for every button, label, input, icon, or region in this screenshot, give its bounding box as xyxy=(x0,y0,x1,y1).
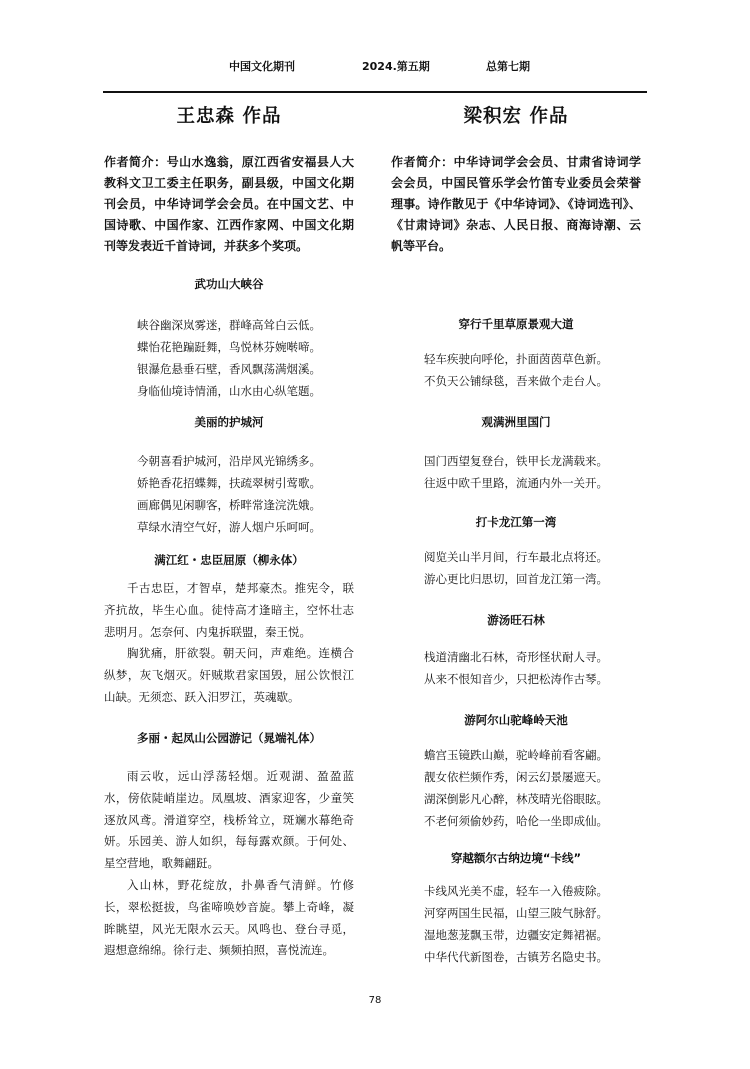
poem-line: 国门西望复登台，铁甲长龙满载来。 xyxy=(424,454,608,468)
page-header xyxy=(0,58,750,74)
poem-line: 往返中欧千里路，流通内外一关开。 xyxy=(424,476,608,490)
poem-line: 栈道清幽北石林，奇形怪状耐人寻。 xyxy=(424,650,608,664)
poem-line: 卡线风光美不虚，轻车一入倦疲除。 xyxy=(424,884,608,898)
poem-body xyxy=(391,546,641,590)
poem-paragraph: 千古忠臣，才智卓，楚邦豪杰。推宪令，联齐抗故，毕生心血。徒恃高才逢暗主，空怀壮志悲明月。怎奈何、内鬼拆联盟，秦王悦。 xyxy=(104,581,354,639)
poem-title: 多丽・起凤山公园游记（晁端礼体） xyxy=(137,731,321,745)
poem-line: 草绿水清空气好，游人烟户乐呵呵。 xyxy=(137,520,321,534)
poem-title: 满江红・忠臣屈原（柳永体） xyxy=(154,553,304,567)
poem-body xyxy=(391,744,641,832)
poem-paragraph: 胸犹痛，肝欲裂。朝天问，声难绝。连横合纵梦，灰飞烟灭。奸贼欺君家国毁，屈公饮恨江山缺。无须恋、跃入汨罗江，英魂歇。 xyxy=(104,646,354,704)
poem-line: 蝶怡花艳蹁跹舞，鸟悦林芬婉啭啼。 xyxy=(137,340,321,354)
poem-line: 阅览关山半月间，行车最北点将还。 xyxy=(424,550,608,564)
issue-label: 2024.第五期 xyxy=(362,60,430,73)
poem-title: 穿越额尔古纳边境“卡线” xyxy=(450,851,582,865)
poem-title: 美丽的护城河 xyxy=(194,415,264,429)
poem-line: 从来不恨知音少，只把松涛作古琴。 xyxy=(424,672,608,686)
poem-body xyxy=(391,646,641,690)
poem-line: 轻车疾驶向呼伦，扑面茵茵草色新。 xyxy=(424,352,608,366)
poem-line: 银瀑危悬垂石壁，香风飘荡满烟溪。 xyxy=(137,362,321,376)
poem-line: 今朝喜看护城河，沿岸风光锦绣多。 xyxy=(137,454,321,468)
poem-title: 游阿尔山驼峰岭天池 xyxy=(464,713,568,727)
total-issue-label: 总第七期 xyxy=(486,60,530,73)
poem-body xyxy=(391,348,641,392)
poem-title: 观满洲里国门 xyxy=(481,415,551,429)
poem-title: 游汤旺石林 xyxy=(487,613,545,627)
poem-line: 蟾宫玉镜跌山巅，驼岭峰前看客翩。 xyxy=(424,748,608,762)
poem-body xyxy=(104,578,354,709)
poem-title: 打卡龙江第一湾 xyxy=(475,515,557,529)
poem-line: 不负天公铺绿毯，吾来做个走台人。 xyxy=(424,374,608,388)
poem-line: 不老何须偷妙药，哈伦一坐即成仙。 xyxy=(424,814,608,828)
poem-line: 靓女依栏频作秀，闲云幻景屡遮天。 xyxy=(424,770,608,784)
page-number: 78 xyxy=(368,995,382,1006)
poem-title: 武功山大峡谷 xyxy=(194,277,264,291)
poem-line: 娇艳香花招蝶舞，扶疏翠树引莺歌。 xyxy=(137,476,321,490)
poem-line: 河穿两国生民福，山望三陂气脉舒。 xyxy=(424,906,608,920)
poem-body xyxy=(391,450,641,494)
poem-body xyxy=(104,766,354,962)
poem-line: 中华代代新图卷，古镇芳名隐史书。 xyxy=(424,950,608,964)
poem-line: 峡谷幽深岚雾迷，群峰高耸白云低。 xyxy=(137,318,321,332)
poem-line: 画廊偶见闲聊客，桥畔常逢浣洗娥。 xyxy=(137,498,321,512)
poem-body xyxy=(391,880,641,968)
poem-line: 湖深倒影凡心醉，林茂晴光俗眼眩。 xyxy=(424,792,608,806)
header-divider xyxy=(103,91,647,93)
poem-paragraph: 雨云收，远山浮荡轻烟。近观湖、盈盈蓝水，傍依陡峭崖边。凤凰坡、酒家迎客，少童笑逐放风鸢。滑道穿空，栈桥耸立，斑斓水幕绝奇妍。乐园美、游人如织，每每露欢颜。于何处、星空营地，歌舞翩跹。 xyxy=(104,769,354,871)
author-bio-right: 作者简介：中华诗词学会会员、甘肃省诗词学会会员，中国民管乐学会竹笛专业委员会荣誉理事。诗作散见于《中华诗词》、《诗词选刊》、《甘肃诗词》杂志、人民日报、商海诗潮、云帆等平台。 xyxy=(391,155,641,253)
poem-body xyxy=(104,450,354,538)
journal-name: 中国文化期刊 xyxy=(229,60,295,73)
poem-title: 穿行千里草原景观大道 xyxy=(458,317,574,331)
poem-line: 湿地葱茏飘玉带，边疆安定舞裙裾。 xyxy=(424,928,608,942)
poem-line: 身临仙境诗情涌，山水由心纵笔题。 xyxy=(137,384,321,398)
poem-paragraph: 入山林，野花绽放，扑鼻香气清鲜。竹修长，翠松挺拔，鸟雀啼唤妙音旋。攀上奇峰，凝眸眺望，风光无限水云天。风鸣也、登台寻觅，遐想意绵绵。徐行走、频频拍照，喜悦流连。 xyxy=(104,877,354,958)
author-title-left: 王忠森 作品 xyxy=(176,106,282,127)
poem-line: 游心更比归思切，回首龙江第一湾。 xyxy=(424,572,608,586)
author-bio-left: 作者简介：号山水逸翁，原江西省安福县人大教科文卫工委主任职务，副县级，中国文化期刊会员，中华诗词学会会员。在中国文艺、中国诗歌、中国作家、江西作家网、中国文化期刊等发表近千首诗词，并获多个奖项。 xyxy=(104,155,354,253)
poem-body xyxy=(104,314,354,402)
author-title-right: 梁积宏 作品 xyxy=(463,106,569,127)
